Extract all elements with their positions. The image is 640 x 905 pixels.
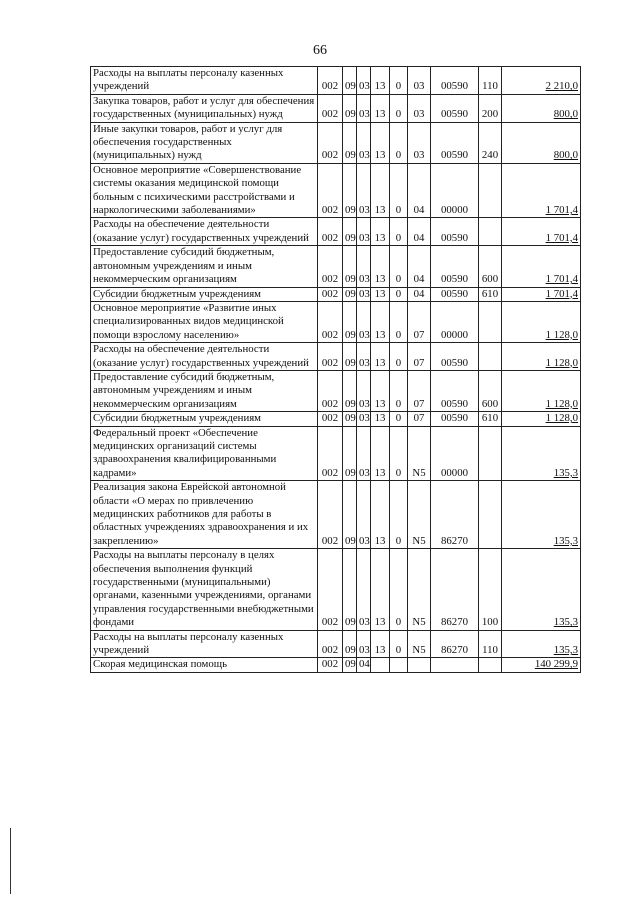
cell-subprogram-code: 0 — [390, 426, 408, 481]
cell-direction-code: 00590 — [431, 218, 479, 246]
cell-ministry-code: 002 — [318, 343, 343, 371]
cell-direction-code: 86270 — [431, 481, 479, 549]
cell-expense-type-code: 240 — [479, 122, 502, 163]
expense-name: Расходы на выплаты персоналу в целях обеспечения выполнения функций государственными (муниципальными) органами, казенными учреждениями, органами управления государственными внебюджетными фондами — [91, 549, 318, 630]
amount-value: 1 128,0 — [545, 412, 578, 425]
budget-table — [90, 66, 581, 673]
cell-ministry-code: 002 — [318, 412, 343, 426]
cell-subsection-code: 03 — [357, 481, 371, 549]
cell-direction-code: 00590 — [431, 122, 479, 163]
cell-expense-type-code: 110 — [479, 67, 502, 95]
table-row — [91, 426, 581, 481]
cell-direction-code: 00590 — [431, 94, 479, 122]
page-number: 66 — [313, 43, 327, 58]
cell-subprogram-code: 0 — [390, 370, 408, 411]
expense-name: Расходы на обеспечение деятельности (оказание услуг) государственных учреждений — [91, 343, 318, 371]
margin-line — [10, 828, 11, 894]
cell-event-code: 04 — [408, 218, 431, 246]
cell-ministry-code: 002 — [318, 122, 343, 163]
expense-name: Иные закупки товаров, работ и услуг для обеспечения государственных (муниципальных) нужд — [91, 122, 318, 163]
cell-section-code: 09 — [343, 549, 357, 630]
cell-subsection-code: 04 — [357, 658, 371, 672]
amount-value: 800,0 — [553, 149, 578, 162]
cell-program-code: 13 — [371, 301, 390, 342]
cell-program-code: 13 — [371, 287, 390, 301]
cell-direction-code: 00590 — [431, 412, 479, 426]
cell-amount — [502, 246, 581, 287]
expense-name: Предоставление субсидий бюджетным, автономным учреждениям и иным некоммерческим организациям — [91, 246, 318, 287]
cell-direction-code: 00000 — [431, 301, 479, 342]
cell-ministry-code: 002 — [318, 426, 343, 481]
cell-section-code: 09 — [343, 94, 357, 122]
cell-event-code: 07 — [408, 343, 431, 371]
cell-subsection-code: 03 — [357, 246, 371, 287]
cell-expense-type-code: 100 — [479, 549, 502, 630]
cell-expense-type-code — [479, 301, 502, 342]
cell-amount — [502, 67, 581, 95]
cell-amount — [502, 370, 581, 411]
cell-amount — [502, 163, 581, 218]
cell-direction-code — [431, 658, 479, 672]
cell-subsection-code: 03 — [357, 630, 371, 658]
cell-program-code: 13 — [371, 412, 390, 426]
amount-value: 1 701,4 — [545, 231, 578, 244]
cell-section-code: 09 — [343, 246, 357, 287]
cell-direction-code: 00000 — [431, 163, 479, 218]
amount-value: 140 299,9 — [534, 658, 578, 671]
cell-subprogram-code: 0 — [390, 630, 408, 658]
cell-section-code: 09 — [343, 67, 357, 95]
cell-event-code: N5 — [408, 481, 431, 549]
cell-program-code: 13 — [371, 67, 390, 95]
amount-value: 135,3 — [553, 644, 578, 657]
expense-name: Расходы на выплаты персоналу казенных учреждений — [91, 630, 318, 658]
table-row — [91, 658, 581, 672]
expense-name: Основное мероприятие «Совершенствование системы оказания медицинской помощи больным с психическими расстройствами и наркологическими заболеваниями» — [91, 163, 318, 218]
cell-subprogram-code: 0 — [390, 94, 408, 122]
cell-expense-type-code — [479, 343, 502, 371]
table-row — [91, 343, 581, 371]
cell-subprogram-code: 0 — [390, 122, 408, 163]
cell-subsection-code: 03 — [357, 549, 371, 630]
table-row — [91, 163, 581, 218]
amount-value: 135,3 — [553, 616, 578, 629]
cell-event-code: 03 — [408, 94, 431, 122]
expense-name: Скорая медицинская помощь — [91, 658, 318, 672]
cell-event-code: N5 — [408, 549, 431, 630]
cell-expense-type-code: 600 — [479, 370, 502, 411]
cell-section-code: 09 — [343, 370, 357, 411]
cell-subprogram-code — [390, 658, 408, 672]
cell-subprogram-code: 0 — [390, 481, 408, 549]
cell-ministry-code: 002 — [318, 481, 343, 549]
cell-direction-code: 00590 — [431, 287, 479, 301]
expense-name: Федеральный проект «Обеспечение медицинских организаций системы здравоохранения квалифицированными кадрами» — [91, 426, 318, 481]
expense-name: Реализация закона Еврейской автономной области «О мерах по привлечению медицинских работников для работы в областных учреждениях здравоохранения и их закреплению» — [91, 481, 318, 549]
cell-amount — [502, 658, 581, 672]
cell-section-code: 09 — [343, 218, 357, 246]
cell-program-code: 13 — [371, 122, 390, 163]
cell-event-code: 03 — [408, 122, 431, 163]
cell-subsection-code: 03 — [357, 67, 371, 95]
cell-event-code: N5 — [408, 630, 431, 658]
cell-section-code: 09 — [343, 122, 357, 163]
cell-amount — [502, 549, 581, 630]
cell-expense-type-code — [479, 481, 502, 549]
cell-subsection-code: 03 — [357, 426, 371, 481]
cell-program-code: 13 — [371, 426, 390, 481]
cell-amount — [502, 630, 581, 658]
cell-ministry-code: 002 — [318, 246, 343, 287]
cell-subsection-code: 03 — [357, 218, 371, 246]
cell-amount — [502, 287, 581, 301]
cell-subsection-code: 03 — [357, 287, 371, 301]
cell-ministry-code: 002 — [318, 163, 343, 218]
table-row — [91, 481, 581, 549]
cell-subprogram-code: 0 — [390, 549, 408, 630]
cell-ministry-code: 002 — [318, 658, 343, 672]
cell-amount — [502, 94, 581, 122]
table-row — [91, 301, 581, 342]
cell-ministry-code: 002 — [318, 370, 343, 411]
cell-direction-code: 00590 — [431, 343, 479, 371]
cell-direction-code: 00590 — [431, 246, 479, 287]
expense-name: Субсидии бюджетным учреждениям — [91, 287, 318, 301]
cell-event-code — [408, 658, 431, 672]
cell-amount — [502, 343, 581, 371]
cell-event-code: 04 — [408, 246, 431, 287]
cell-subprogram-code: 0 — [390, 218, 408, 246]
cell-subprogram-code: 0 — [390, 343, 408, 371]
cell-ministry-code: 002 — [318, 630, 343, 658]
cell-section-code: 09 — [343, 412, 357, 426]
cell-section-code: 09 — [343, 481, 357, 549]
cell-program-code — [371, 658, 390, 672]
cell-program-code: 13 — [371, 481, 390, 549]
amount-value: 1 128,0 — [545, 397, 578, 410]
table-body — [91, 67, 581, 673]
amount-value: 1 128,0 — [545, 328, 578, 341]
cell-program-code: 13 — [371, 94, 390, 122]
cell-expense-type-code: 200 — [479, 94, 502, 122]
cell-amount — [502, 301, 581, 342]
table-row — [91, 122, 581, 163]
table-row — [91, 549, 581, 630]
amount-value: 135,3 — [553, 466, 578, 479]
cell-ministry-code: 002 — [318, 218, 343, 246]
expense-name: Расходы на обеспечение деятельности (оказание услуг) государственных учреждений — [91, 218, 318, 246]
cell-subprogram-code: 0 — [390, 246, 408, 287]
cell-event-code: 07 — [408, 370, 431, 411]
cell-amount — [502, 218, 581, 246]
cell-subprogram-code: 0 — [390, 67, 408, 95]
cell-event-code: 04 — [408, 163, 431, 218]
cell-expense-type-code — [479, 426, 502, 481]
cell-event-code: 04 — [408, 287, 431, 301]
cell-direction-code: 86270 — [431, 630, 479, 658]
cell-amount — [502, 481, 581, 549]
cell-program-code: 13 — [371, 630, 390, 658]
cell-ministry-code: 002 — [318, 94, 343, 122]
cell-amount — [502, 426, 581, 481]
cell-event-code: 07 — [408, 412, 431, 426]
cell-subprogram-code: 0 — [390, 412, 408, 426]
cell-event-code: N5 — [408, 426, 431, 481]
expense-name: Расходы на выплаты персоналу казенных учреждений — [91, 67, 318, 95]
cell-program-code: 13 — [371, 370, 390, 411]
cell-subprogram-code: 0 — [390, 287, 408, 301]
amount-value: 1 128,0 — [545, 356, 578, 369]
table-row — [91, 246, 581, 287]
cell-expense-type-code: 610 — [479, 287, 502, 301]
amount-value: 1 701,4 — [545, 273, 578, 286]
cell-subsection-code: 03 — [357, 301, 371, 342]
cell-section-code: 09 — [343, 301, 357, 342]
cell-section-code: 09 — [343, 343, 357, 371]
expense-name: Основное мероприятие «Развитие иных специализированных видов медицинской помощи взрослому населению» — [91, 301, 318, 342]
amount-value: 800,0 — [553, 108, 578, 121]
table-row — [91, 370, 581, 411]
cell-section-code: 09 — [343, 630, 357, 658]
expense-name: Закупка товаров, работ и услуг для обеспечения государственных (муниципальных) нужд — [91, 94, 318, 122]
cell-expense-type-code — [479, 658, 502, 672]
cell-direction-code: 86270 — [431, 549, 479, 630]
cell-amount — [502, 412, 581, 426]
cell-subsection-code: 03 — [357, 122, 371, 163]
cell-section-code: 09 — [343, 287, 357, 301]
cell-expense-type-code: 600 — [479, 246, 502, 287]
cell-subsection-code: 03 — [357, 343, 371, 371]
cell-subsection-code: 03 — [357, 163, 371, 218]
amount-value: 135,3 — [553, 534, 578, 547]
cell-subsection-code: 03 — [357, 412, 371, 426]
expense-name: Субсидии бюджетным учреждениям — [91, 412, 318, 426]
cell-event-code: 03 — [408, 67, 431, 95]
table-row — [91, 94, 581, 122]
cell-program-code: 13 — [371, 246, 390, 287]
cell-ministry-code: 002 — [318, 287, 343, 301]
cell-ministry-code: 002 — [318, 301, 343, 342]
amount-value: 1 701,4 — [545, 204, 578, 217]
cell-program-code: 13 — [371, 343, 390, 371]
cell-expense-type-code — [479, 163, 502, 218]
table-row — [91, 630, 581, 658]
cell-section-code: 09 — [343, 426, 357, 481]
cell-direction-code: 00000 — [431, 426, 479, 481]
cell-expense-type-code: 110 — [479, 630, 502, 658]
cell-amount — [502, 122, 581, 163]
cell-subprogram-code: 0 — [390, 163, 408, 218]
amount-value: 1 701,4 — [545, 287, 578, 300]
table-row — [91, 287, 581, 301]
cell-subprogram-code: 0 — [390, 301, 408, 342]
table-row — [91, 218, 581, 246]
table-row — [91, 67, 581, 95]
cell-expense-type-code — [479, 218, 502, 246]
cell-direction-code: 00590 — [431, 67, 479, 95]
cell-ministry-code: 002 — [318, 549, 343, 630]
cell-section-code: 09 — [343, 163, 357, 218]
cell-event-code: 07 — [408, 301, 431, 342]
table-row — [91, 412, 581, 426]
cell-direction-code: 00590 — [431, 370, 479, 411]
cell-program-code: 13 — [371, 163, 390, 218]
cell-subsection-code: 03 — [357, 370, 371, 411]
cell-expense-type-code: 610 — [479, 412, 502, 426]
amount-value: 2 210,0 — [545, 80, 578, 93]
cell-program-code: 13 — [371, 549, 390, 630]
cell-subsection-code: 03 — [357, 94, 371, 122]
expense-name: Предоставление субсидий бюджетным, автономным учреждениям и иным некоммерческим организациям — [91, 370, 318, 411]
cell-section-code: 09 — [343, 658, 357, 672]
cell-program-code: 13 — [371, 218, 390, 246]
cell-ministry-code: 002 — [318, 67, 343, 95]
